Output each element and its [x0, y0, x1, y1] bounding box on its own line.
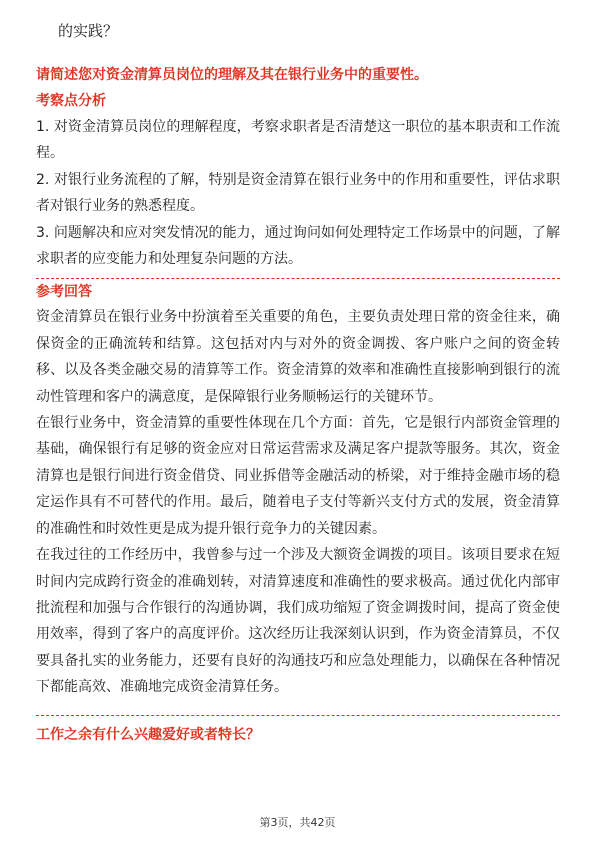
answer-body	[36, 304, 560, 700]
answer-paragraph: 在银行业务中，资金清算的重要性体现在几个方面：首先，它是银行内部资金管理的基础，确保银行有足够的资金应对日常运营需求及满足客户提款等服务。其次，资金清算也是银行间进行资金借贷、同业拆借等金融活动的桥梁，对于维持金融市场的稳定运作具有不可替代的作用。最后，随着电子支付等新兴支付方式的发展，资金清算的准确性和时效性更是成为提升银行竞争力的关键因素。	[36, 415, 560, 537]
answer-paragraph: 在我过往的工作经历中，我曾参与过一个涉及大额资金调拨的项目。该项目要求在短时间内完成跨行资金的准确划转，对清算速度和准确性的要求极高。通过优化内部审批流程和加强与合作银行的沟通协调，我们成功缩短了资金调拨时间，提高了资金使用效率，得到了客户的高度评价。这次经历让我深刻认识到，作为资金清算员，不仅要具备扎实的业务能力，还要有良好的沟通技巧和应急处理能力，以确保在各种情况下都能高效、准确地完成资金清算任务。	[36, 547, 560, 696]
section-divider	[36, 715, 560, 716]
analysis-item: 2. 对银行业务流程的了解，特别是资金清算在银行业务中的作用和重要性，评估求职者对银行业务的熟悉程度。	[36, 171, 560, 215]
section-divider	[36, 278, 560, 279]
analysis-item: 1. 对资金清算员岗位的理解程度，考察求职者是否清楚这一职位的基本职责和工作流程。	[36, 119, 560, 162]
analysis-item: 3. 问题解决和应对突发情况的能力，通过询问如何处理特定工作场景中的问题，了解求职者的应变能力和处理复杂问题的方法。	[36, 224, 560, 268]
analysis-list	[36, 114, 560, 272]
page-number: 第3页，共42页	[259, 816, 336, 829]
content-body	[36, 60, 560, 746]
analysis-title: 考察点分析	[36, 93, 106, 109]
continuation-text: 的实践？	[58, 22, 119, 40]
question-heading: 请简述您对资金清算员岗位的理解及其在银行业务中的重要性。	[36, 67, 428, 83]
question-heading: 工作之余有什么兴趣爱好或者特长？	[36, 726, 260, 743]
answer-paragraph: 资金清算员在银行业务中扮演着至关重要的角色，主要负责处理日常的资金往来，确保资金的正确流转和结算。这包括对内与对外的资金调拨、客户账户之间的资金转移、以及各类金融交易的清算等工作。资金清算的效率和准确性直接影响到银行的流动性管理和客户的满意度，是保障银行业务顺畅运行的关键环节。	[36, 309, 560, 405]
answer-title: 参考回答	[36, 284, 92, 301]
